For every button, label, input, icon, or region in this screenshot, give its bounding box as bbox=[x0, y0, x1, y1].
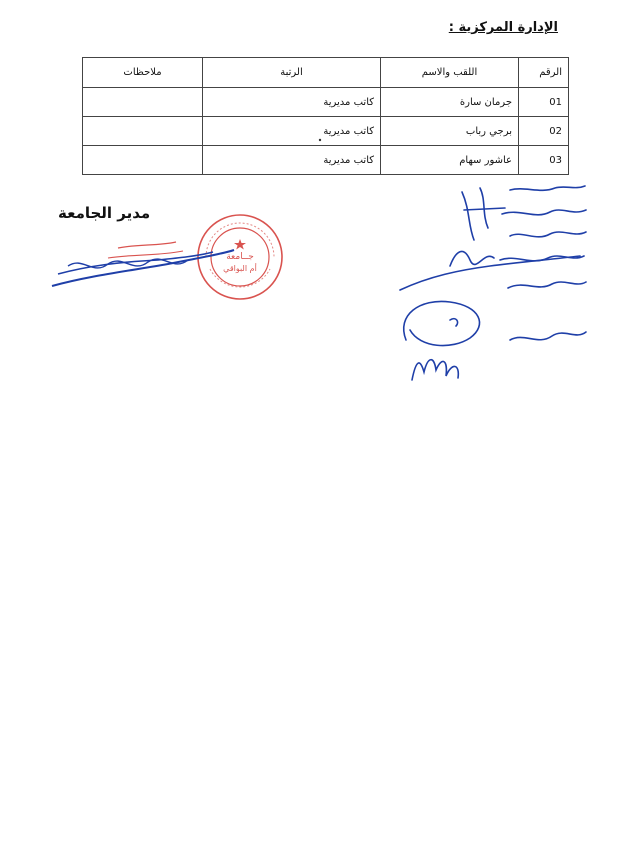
header-number: الرقم bbox=[519, 58, 569, 88]
members-signatures bbox=[390, 180, 590, 385]
row-number: 02 bbox=[519, 117, 569, 146]
table-row bbox=[83, 117, 569, 146]
row-notes bbox=[83, 88, 203, 117]
section-heading: الإدارة المركزية : bbox=[448, 20, 558, 35]
row-rank: كاتب مديرية bbox=[203, 146, 381, 175]
stamp-text-line1: جــامعة bbox=[226, 252, 254, 262]
row-rank: كاتب مديرية bbox=[203, 117, 381, 146]
row-name: جرمان سارة bbox=[381, 88, 519, 117]
row-name: برجي رباب bbox=[381, 117, 519, 146]
header-rank: الرتبة bbox=[203, 58, 381, 88]
table-header-row bbox=[83, 58, 569, 88]
row-rank: كاتب مديرية bbox=[203, 88, 381, 117]
table-row bbox=[83, 88, 569, 117]
table-row bbox=[83, 146, 569, 175]
row-notes bbox=[83, 117, 203, 146]
director-title: مدير الجامعة bbox=[58, 204, 151, 222]
row-name: عاشور سهام bbox=[381, 146, 519, 175]
row-number: 03 bbox=[519, 146, 569, 175]
director-signature bbox=[48, 236, 238, 296]
row-number: 01 bbox=[519, 88, 569, 117]
staff-table bbox=[82, 57, 569, 175]
header-name: اللقب والاسم bbox=[381, 58, 519, 88]
stamp-text-line2: أم البواقي bbox=[223, 264, 257, 273]
stray-ink-mark bbox=[318, 138, 322, 142]
row-notes bbox=[83, 146, 203, 175]
header-notes: ملاحظات bbox=[83, 58, 203, 88]
